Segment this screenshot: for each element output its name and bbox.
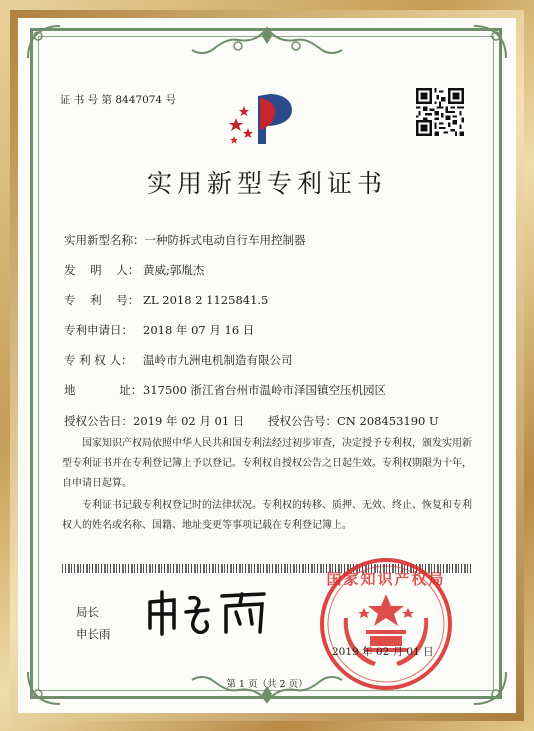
field-value: 温岭市九洲电机制造有限公司 [143, 353, 293, 367]
signature-role: 局长 [76, 605, 99, 619]
field-value: CN 208453190 U [337, 414, 439, 428]
body-paragraph-1: 国家知识产权局依照中华人民共和国专利法经过初步审查，决定授予专利权，颁发实用新型专利证书并在专利登记簿上予以登记。专利权自授权公告之日起生效。专利权期限为十年，自申请日起算。 [62, 438, 472, 489]
corner-ornament-tr [470, 22, 510, 62]
field-label: 专 利 权 人： [64, 353, 133, 367]
field-value: ZL 2018 2 1125841.5 [143, 293, 269, 307]
body-paragraph-2: 专利证书记载专利权登记时的法律状况。专利权的转移、质押、无效、终止、恢复和专利权人的姓名或名称、国籍、地址变更等事项记载在专利登记簿上。 [62, 500, 472, 531]
field-utility-model-name [64, 232, 306, 248]
field-patentee [64, 352, 293, 368]
certificate-number: 证 书 号 第 8447074 号 [60, 94, 176, 106]
field-value: 317500 浙江省台州市温岭市泽国镇空压机园区 [143, 383, 387, 397]
field-address [64, 382, 386, 398]
field-label: 授权公告号： [268, 414, 337, 428]
qr-code-icon [416, 88, 464, 136]
field-label: 授权公告日： [64, 414, 133, 428]
seal-text: 国家知识产权局 [326, 570, 446, 588]
field-grant-number [268, 413, 439, 429]
field-value: 2018 年 07 月 16 日 [143, 323, 255, 337]
field-grant-date [64, 413, 244, 429]
field-value: 2019 年 02 月 01 日 [133, 414, 245, 428]
page-number: 第 1 页（共 2 页） [226, 679, 308, 690]
field-label: 专 利 号： [64, 293, 140, 307]
corner-ornament-tl [24, 22, 64, 62]
field-inventors [64, 262, 204, 278]
top-ornament [190, 24, 344, 58]
patent-office-logo-icon [226, 88, 296, 148]
field-application-date [64, 322, 254, 338]
signature-name: 申长雨 [76, 627, 111, 641]
field-patent-number [64, 292, 268, 308]
handwritten-signature [140, 588, 280, 638]
field-label: 实用新型名称： [64, 233, 145, 247]
field-label: 专利申请日： [64, 323, 133, 337]
field-value: 一种防拆式电动自行车用控制器 [144, 233, 306, 247]
field-label: 地 址： [64, 383, 143, 397]
seal-date: 2019 年 02 月 01 日 [332, 646, 434, 658]
field-value: 黄威;郭胤杰 [143, 263, 205, 277]
certificate-title: 实用新型专利证书 [146, 169, 387, 198]
field-label: 发 明 人： [64, 263, 140, 277]
